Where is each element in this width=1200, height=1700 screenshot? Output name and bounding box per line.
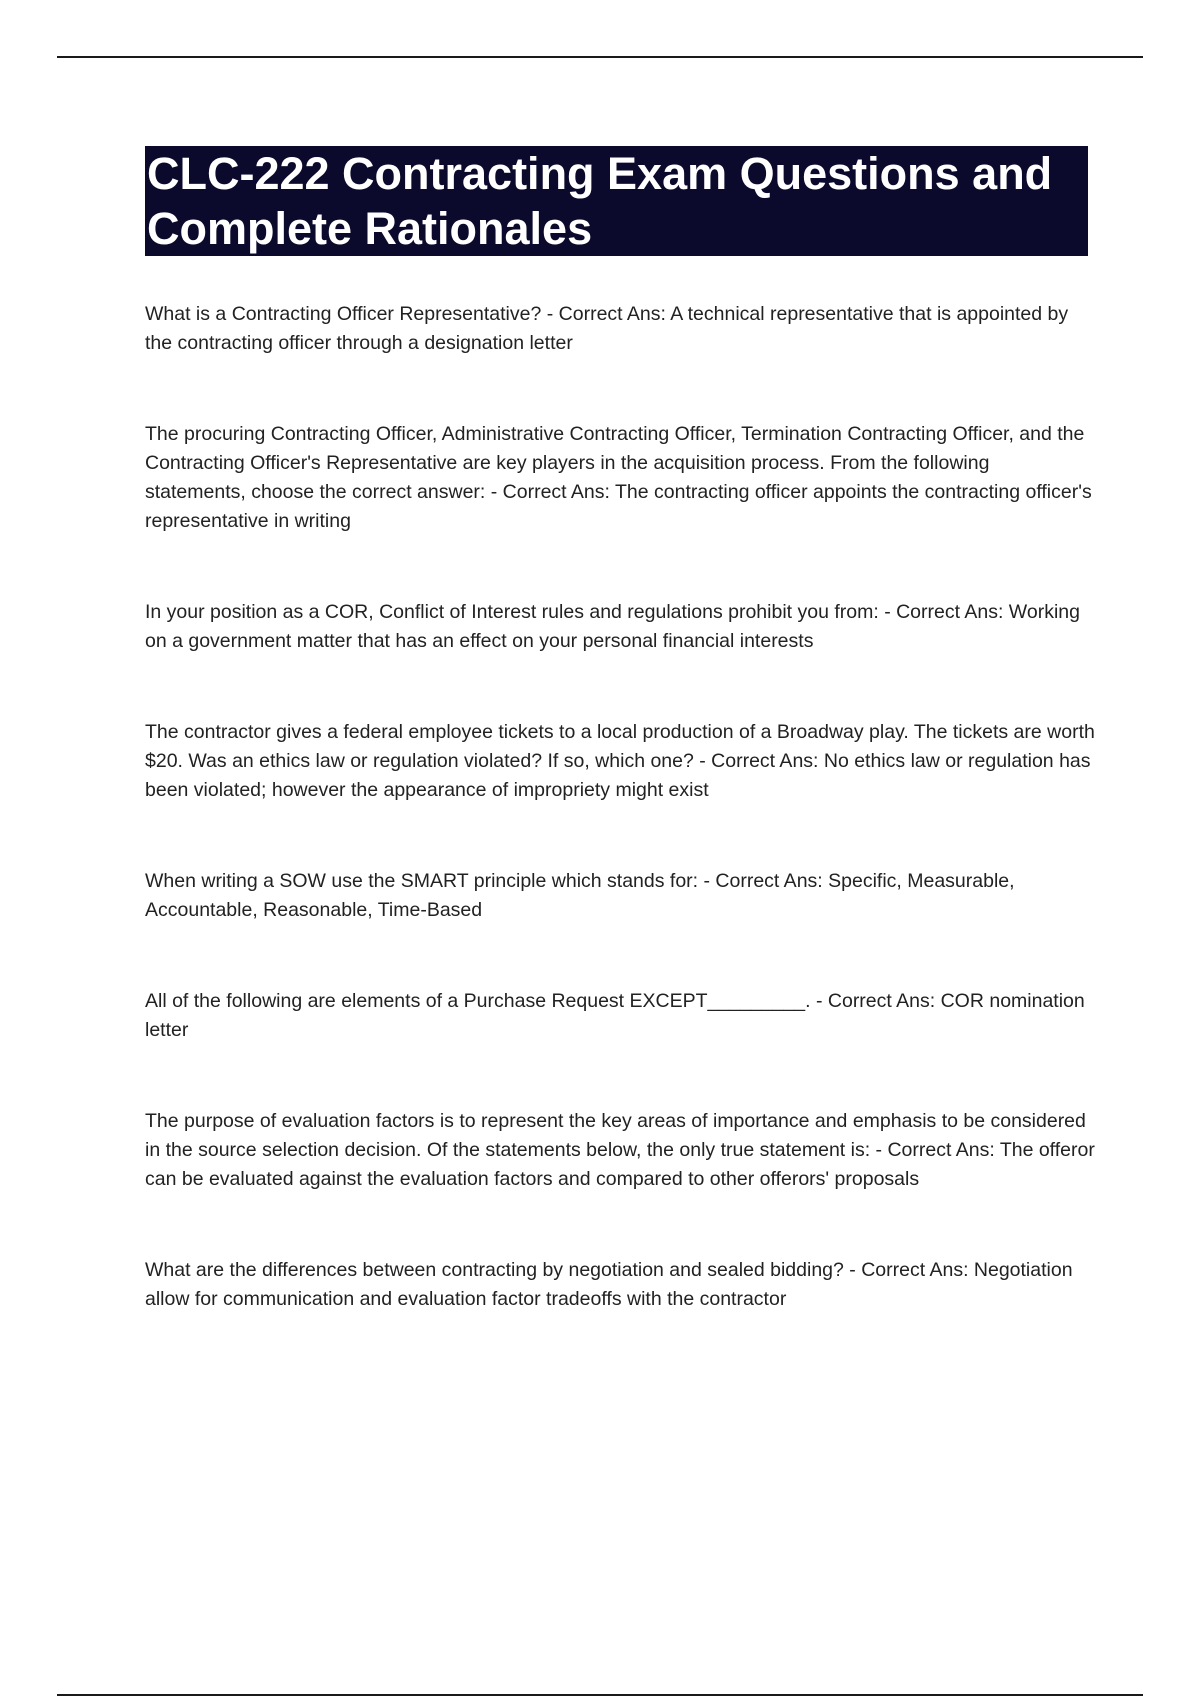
question-item-7: The purpose of evaluation factors is to represent the key areas of importance and emphasis to be considered in the source selection decision. Of the statements below, the only true statement is: - Correct Ans: The offeror can be evaluated against the evaluation factors and compared to other offerors' proposals	[145, 1110, 1095, 1190]
question-item-4: The contractor gives a federal employee tickets to a local production of a Broadway play. The tickets are worth $20. Was an ethics law or regulation violated? If so, which one? - Correct Ans: No ethics law or regulation has been violated; however the appearance of impropriety might exist	[145, 721, 1095, 801]
question-item-5: When writing a SOW use the SMART principle which stands for: - Correct Ans: Specific, Measurable, Accountable, Reasonable, Time-Based	[145, 870, 1015, 921]
title-banner	[145, 146, 1088, 256]
bottom-rule	[57, 1694, 1143, 1696]
question-item-8: What are the differences between contracting by negotiation and sealed bidding? - Correct Ans: Negotiation allow for communication and evaluation factor tradeoffs with the contractor	[145, 1259, 1073, 1310]
question-list	[145, 300, 1095, 1314]
question-item-3: In your position as a COR, Conflict of Interest rules and regulations prohibit you from: - Correct Ans: Working on a government matter that has an effect on your personal financial interests	[145, 601, 1080, 652]
question-item-6: All of the following are elements of a Purchase Request EXCEPT_________. - Correct Ans: COR nomination letter	[145, 990, 1085, 1041]
question-item-1: What is a Contracting Officer Representative? - Correct Ans: A technical representative that is appointed by the contracting officer through a designation letter	[145, 303, 1069, 354]
top-rule	[57, 56, 1143, 58]
question-item-2: The procuring Contracting Officer, Administrative Contracting Officer, Termination Contracting Officer, and the Contracting Officer's Representative are key players in the acquisition process. From the following statements, choose the correct answer: - Correct Ans: The contracting officer appoints the contracting officer's representative in writing	[145, 423, 1092, 532]
page-title: CLC-222 Contracting Exam Questions and Complete Rationales	[147, 148, 1053, 254]
